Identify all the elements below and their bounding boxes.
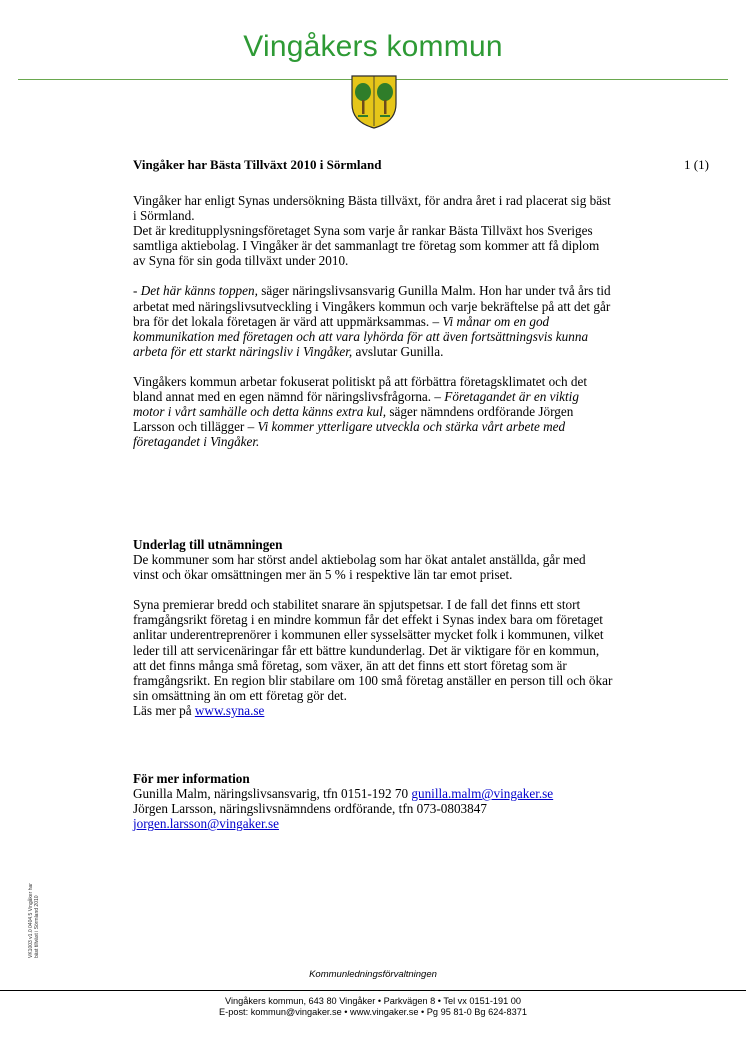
contact-line: Jörgen Larsson, näringslivsnämndens ordförande, tfn 073-0803847 (133, 801, 487, 817)
org-name: Vingåkers kommun (243, 30, 503, 63)
contact-line: Gunilla Malm, näringslivsansvarig, tfn 0151-192 70 gunilla.malm@vingaker.se (133, 786, 554, 802)
document-code (28, 862, 108, 962)
footer-department: Kommunledningsförvaltningen (309, 969, 437, 980)
nomination-section (133, 537, 613, 718)
document-code-line: VK1003 v1.0 0404.5 Vingåker har (28, 883, 34, 958)
paragraph: Vingåkers kommun arbetar fokuserat politiskt på att förbättra företagsklimatet och det bland annat med en egen nämnd för näringslivsfrågorna. – Företagandet är en viktig motor i vårt samhälle och detta känns extra kul, säger nämndens ordförande Jörgen Larsson och tillägger – Vi kommer ytterligare utveckla och stärka vårt arbete med företagandet i Vingåker. (133, 373, 588, 450)
contact-section (133, 771, 613, 831)
section-heading: För mer information (133, 771, 250, 786)
quote: Företagandet är en viktig motor i vårt samhälle och detta känns extra kul, (133, 389, 579, 420)
email-link[interactable]: jorgen.larsson@vingaker.se (133, 816, 279, 832)
paragraph: Det är kreditupplysningsföretaget Syna som varje år rankar Bästa Tillväxt hos Sveriges samtliga aktiebolag. I Vingåker är det sammanlagt tre företag som kommer att få diplom av Syna för sin goda tillväxt under 2010. (133, 223, 600, 269)
footer-address: Vingåkers kommun, 643 80 Vingåker • Parkvägen 8 • Tel vx 0151-191 00 E-post: kommun@vingaker.se • www.vingaker.se • Pg 95 81-0 Bg 624-8371 (219, 996, 527, 1017)
syna-link[interactable]: www.syna.se (194, 702, 265, 718)
document-code-line: bäst tillväxt i Sörmland 2010 (34, 895, 40, 958)
quote: - Det här känns toppen, (133, 283, 258, 299)
article-body (133, 193, 613, 449)
coat-of-arms-icon (350, 74, 398, 130)
email-link[interactable]: gunilla.malm@vingaker.se (411, 786, 554, 802)
page-number: 1 (1) (684, 157, 709, 172)
paragraph: De kommuner som har störst andel aktiebolag som har ökat antalet anställda, går med vinst och ökar omsättningen mer än 5 % i respektive län tar emot priset. (133, 552, 586, 583)
section-heading: Underlag till utnämningen (133, 537, 283, 552)
paragraph: Vingåker har enligt Synas undersökning Bästa tillväxt, för andra året i rad placerat sig bäst i Sörmland. (133, 193, 611, 224)
quote: Vi kommer ytterligare utveckla och stärka vårt arbete med företagandet i Vingåker. (133, 419, 566, 450)
paragraph: Syna premierar bredd och stabilitet snarare än spjutspetsar. I de fall det finns ett stort framgångsrikt företag i en mindre kommun får det effekt i Synas index bara om företaget anlitar underentreprenörer i kommunen eller sysselsätter mycket folk i kommunen, vilket leder till att servicenäringar får ett bättre kundunderlag. Det är viktigare för en kommun, att det finns många små företag, som växer, än att det finns ett stort företag som är framgångsrikt. En region blir stabilare om 100 små företag anställer en person till och ökar sin omsättning än om ett företag gör det. Läs mer på www.syna.se (133, 597, 613, 718)
document-title: Vingåker har Bästa Tillväxt 2010 i Sörmland (133, 157, 382, 172)
footer-divider (0, 990, 746, 991)
quote: Vi månar om en god kommunikation med företagen och att vara lyhörda för att även fortsättningsvis kunna arbeta för ett starkt näringsliv i Vingåker, (133, 313, 589, 359)
paragraph: - Det här känns toppen, säger näringslivsansvarig Gunilla Malm. Hon har under två års tid arbetat med näringslivsutveckling i Vingåkers kommun och varje bekräftelse på att det går bra för det lokala företagen är värd att uppmärksammas. – Vi månar om en god kommunikation med företagen och att vara lyhörda för att även fortsättningsvis kunna arbeta för ett starkt näringsliv i Vingåker, avslutar Gunilla. (133, 283, 611, 359)
